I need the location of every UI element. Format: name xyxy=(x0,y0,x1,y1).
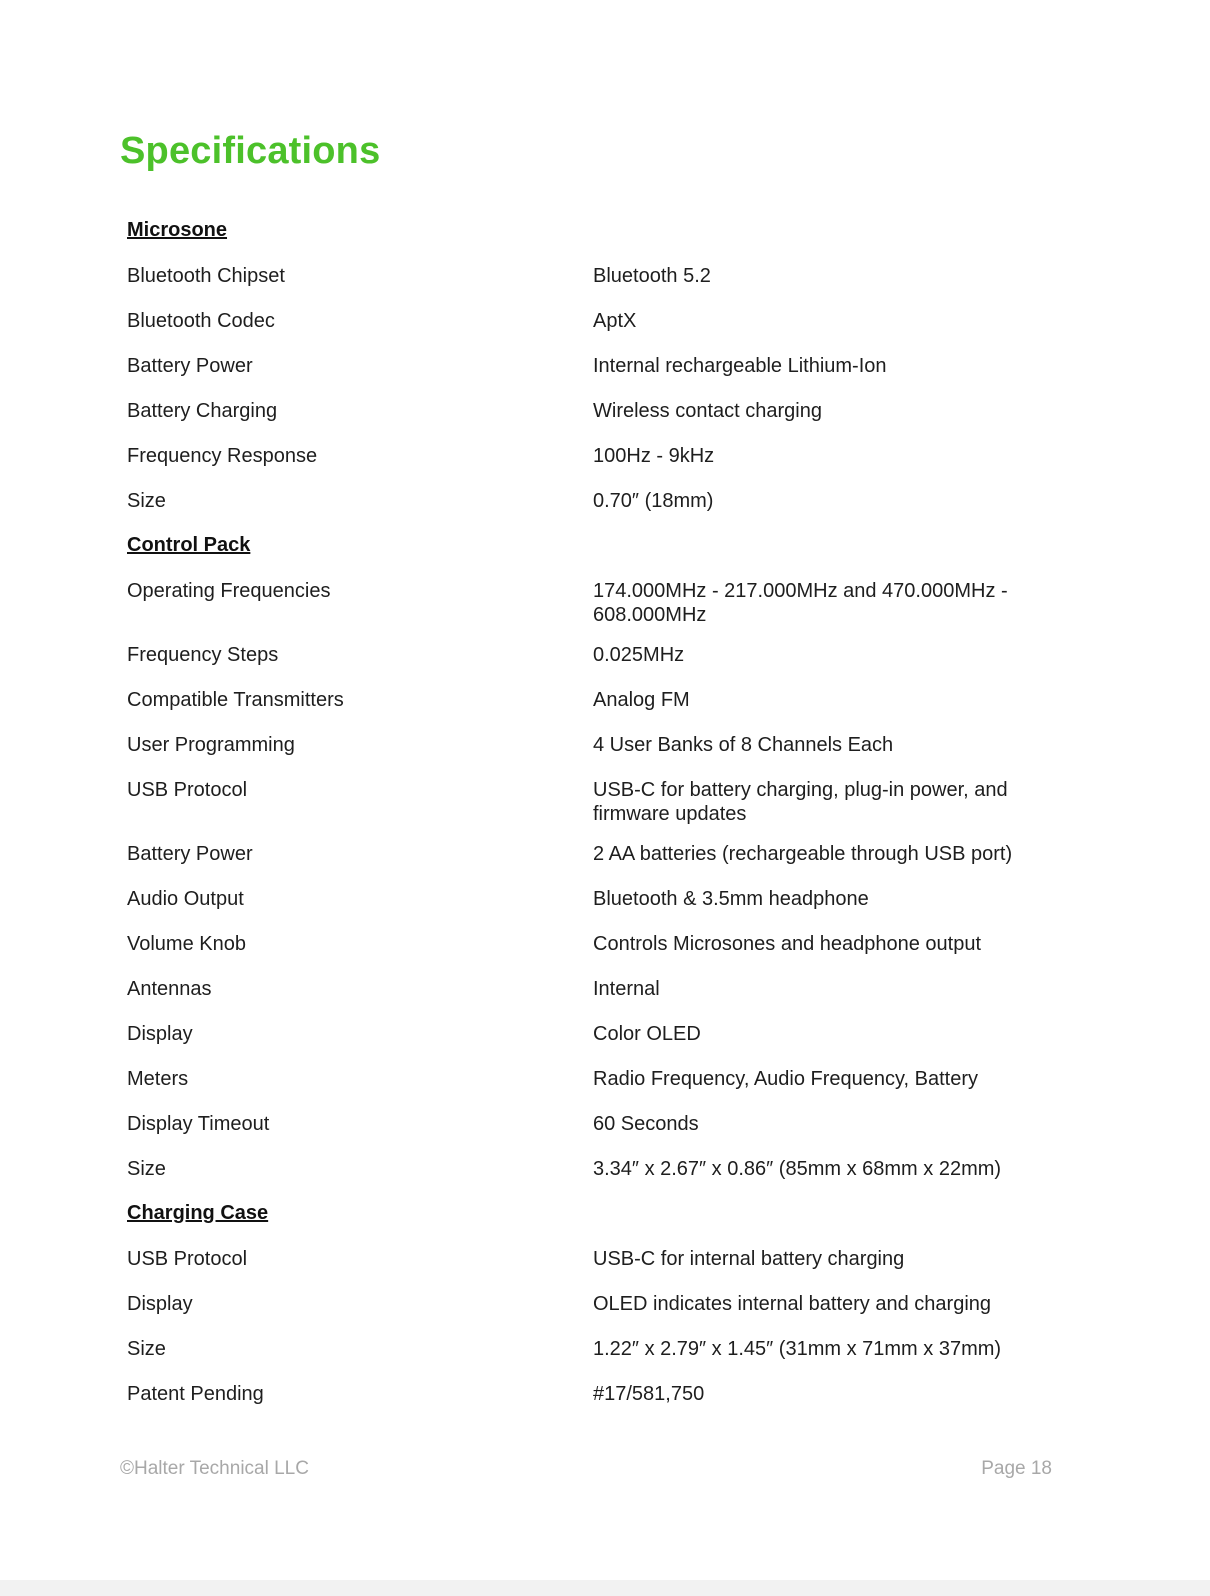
spec-value: Bluetooth & 3.5mm headphone xyxy=(593,888,869,910)
spec-row xyxy=(127,1238,1087,1283)
spec-value: Bluetooth 5.2 xyxy=(593,265,711,287)
spec-row xyxy=(127,769,1087,833)
spec-section-charging-case xyxy=(127,1193,1087,1418)
spec-row xyxy=(127,1283,1087,1328)
spec-row xyxy=(127,634,1087,679)
spec-row xyxy=(127,1328,1087,1373)
spec-label: Battery Power xyxy=(127,843,253,865)
spec-value: Internal xyxy=(593,978,660,1000)
spec-label: Audio Output xyxy=(127,888,244,910)
spec-label: Compatible Transmitters xyxy=(127,689,344,711)
spec-label: Meters xyxy=(127,1068,189,1090)
spec-row xyxy=(127,300,1087,345)
spec-value: 60 Seconds xyxy=(593,1113,699,1135)
spec-label: Size xyxy=(127,1338,166,1360)
spec-label: Display Timeout xyxy=(127,1113,270,1135)
spec-row xyxy=(127,1013,1087,1058)
spec-value: 4 User Banks of 8 Channels Each xyxy=(593,734,894,756)
spec-value: Analog FM xyxy=(593,689,690,711)
spec-value: 2 AA batteries (rechargeable through USB port) xyxy=(593,843,1013,865)
spec-label: Bluetooth Codec xyxy=(127,310,275,332)
spec-row xyxy=(127,1373,1087,1418)
spec-value: Radio Frequency, Audio Frequency, Battery xyxy=(593,1068,979,1090)
spec-value: Wireless contact charging xyxy=(593,400,822,422)
spec-label: Bluetooth Chipset xyxy=(127,265,285,287)
spec-row xyxy=(127,1148,1087,1193)
spec-label: Frequency Steps xyxy=(127,644,279,666)
spec-value: Internal rechargeable Lithium-Ion xyxy=(593,355,887,377)
spec-row xyxy=(127,724,1087,769)
spec-value: Color OLED xyxy=(593,1023,701,1045)
spec-value: AptX xyxy=(593,310,637,332)
spec-label: USB Protocol xyxy=(127,779,248,801)
spec-value: 0.025MHz xyxy=(593,644,685,666)
spec-row xyxy=(127,480,1087,525)
spec-label: Display xyxy=(127,1293,193,1315)
spec-value: 174.000MHz - 217.000MHz and 470.000MHz - 608.000MHz xyxy=(593,580,1008,626)
section-heading: Microsone xyxy=(127,219,228,241)
spec-row xyxy=(127,570,1087,634)
spec-value: #17/581,750 xyxy=(593,1383,705,1405)
spec-row xyxy=(127,345,1087,390)
spec-label: User Programming xyxy=(127,734,295,756)
page-title: Specifications xyxy=(120,130,381,172)
spec-row xyxy=(127,1103,1087,1148)
spec-label: Operating Frequencies xyxy=(127,580,331,602)
spec-row xyxy=(127,833,1087,878)
spec-label: Patent Pending xyxy=(127,1383,264,1405)
spec-value: 3.34″ x 2.67″ x 0.86″ (85mm x 68mm x 22mm) xyxy=(593,1158,1002,1180)
spec-value: OLED indicates internal battery and charging xyxy=(593,1293,992,1315)
spec-value: 100Hz - 9kHz xyxy=(593,445,715,467)
spec-section-control-pack xyxy=(127,525,1087,1193)
spec-value: 0.70″ (18mm) xyxy=(593,490,714,512)
spec-label: Display xyxy=(127,1023,193,1045)
spec-value: USB-C for internal battery charging xyxy=(593,1248,905,1270)
spec-label: Battery Charging xyxy=(127,400,278,422)
spec-row xyxy=(127,390,1087,435)
specifications-table xyxy=(127,210,1087,1418)
spec-row xyxy=(127,435,1087,480)
spec-label: Volume Knob xyxy=(127,933,246,955)
section-heading: Control Pack xyxy=(127,534,251,556)
spec-label: Size xyxy=(127,1158,166,1180)
spec-value: USB-C for battery charging, plug-in power, and firmware updates xyxy=(593,779,1008,825)
spec-label: Antennas xyxy=(127,978,212,1000)
spec-value: 1.22″ x 2.79″ x 1.45″ (31mm x 71mm x 37mm) xyxy=(593,1338,1002,1360)
spec-row xyxy=(127,1058,1087,1103)
spec-section-microsone xyxy=(127,210,1087,525)
footer-copyright: ©Halter Technical LLC xyxy=(120,1458,309,1479)
page-bottom-edge xyxy=(0,1580,1210,1596)
spec-label: USB Protocol xyxy=(127,1248,248,1270)
spec-label: Battery Power xyxy=(127,355,253,377)
spec-label: Size xyxy=(127,490,166,512)
section-heading: Charging Case xyxy=(127,1202,269,1224)
spec-row xyxy=(127,679,1087,724)
spec-label: Frequency Response xyxy=(127,445,318,467)
spec-row xyxy=(127,255,1087,300)
footer-page-number: Page 18 xyxy=(981,1458,1052,1479)
spec-row xyxy=(127,878,1087,923)
spec-value: Controls Microsones and headphone output xyxy=(593,933,982,955)
spec-row xyxy=(127,968,1087,1013)
spec-row xyxy=(127,923,1087,968)
